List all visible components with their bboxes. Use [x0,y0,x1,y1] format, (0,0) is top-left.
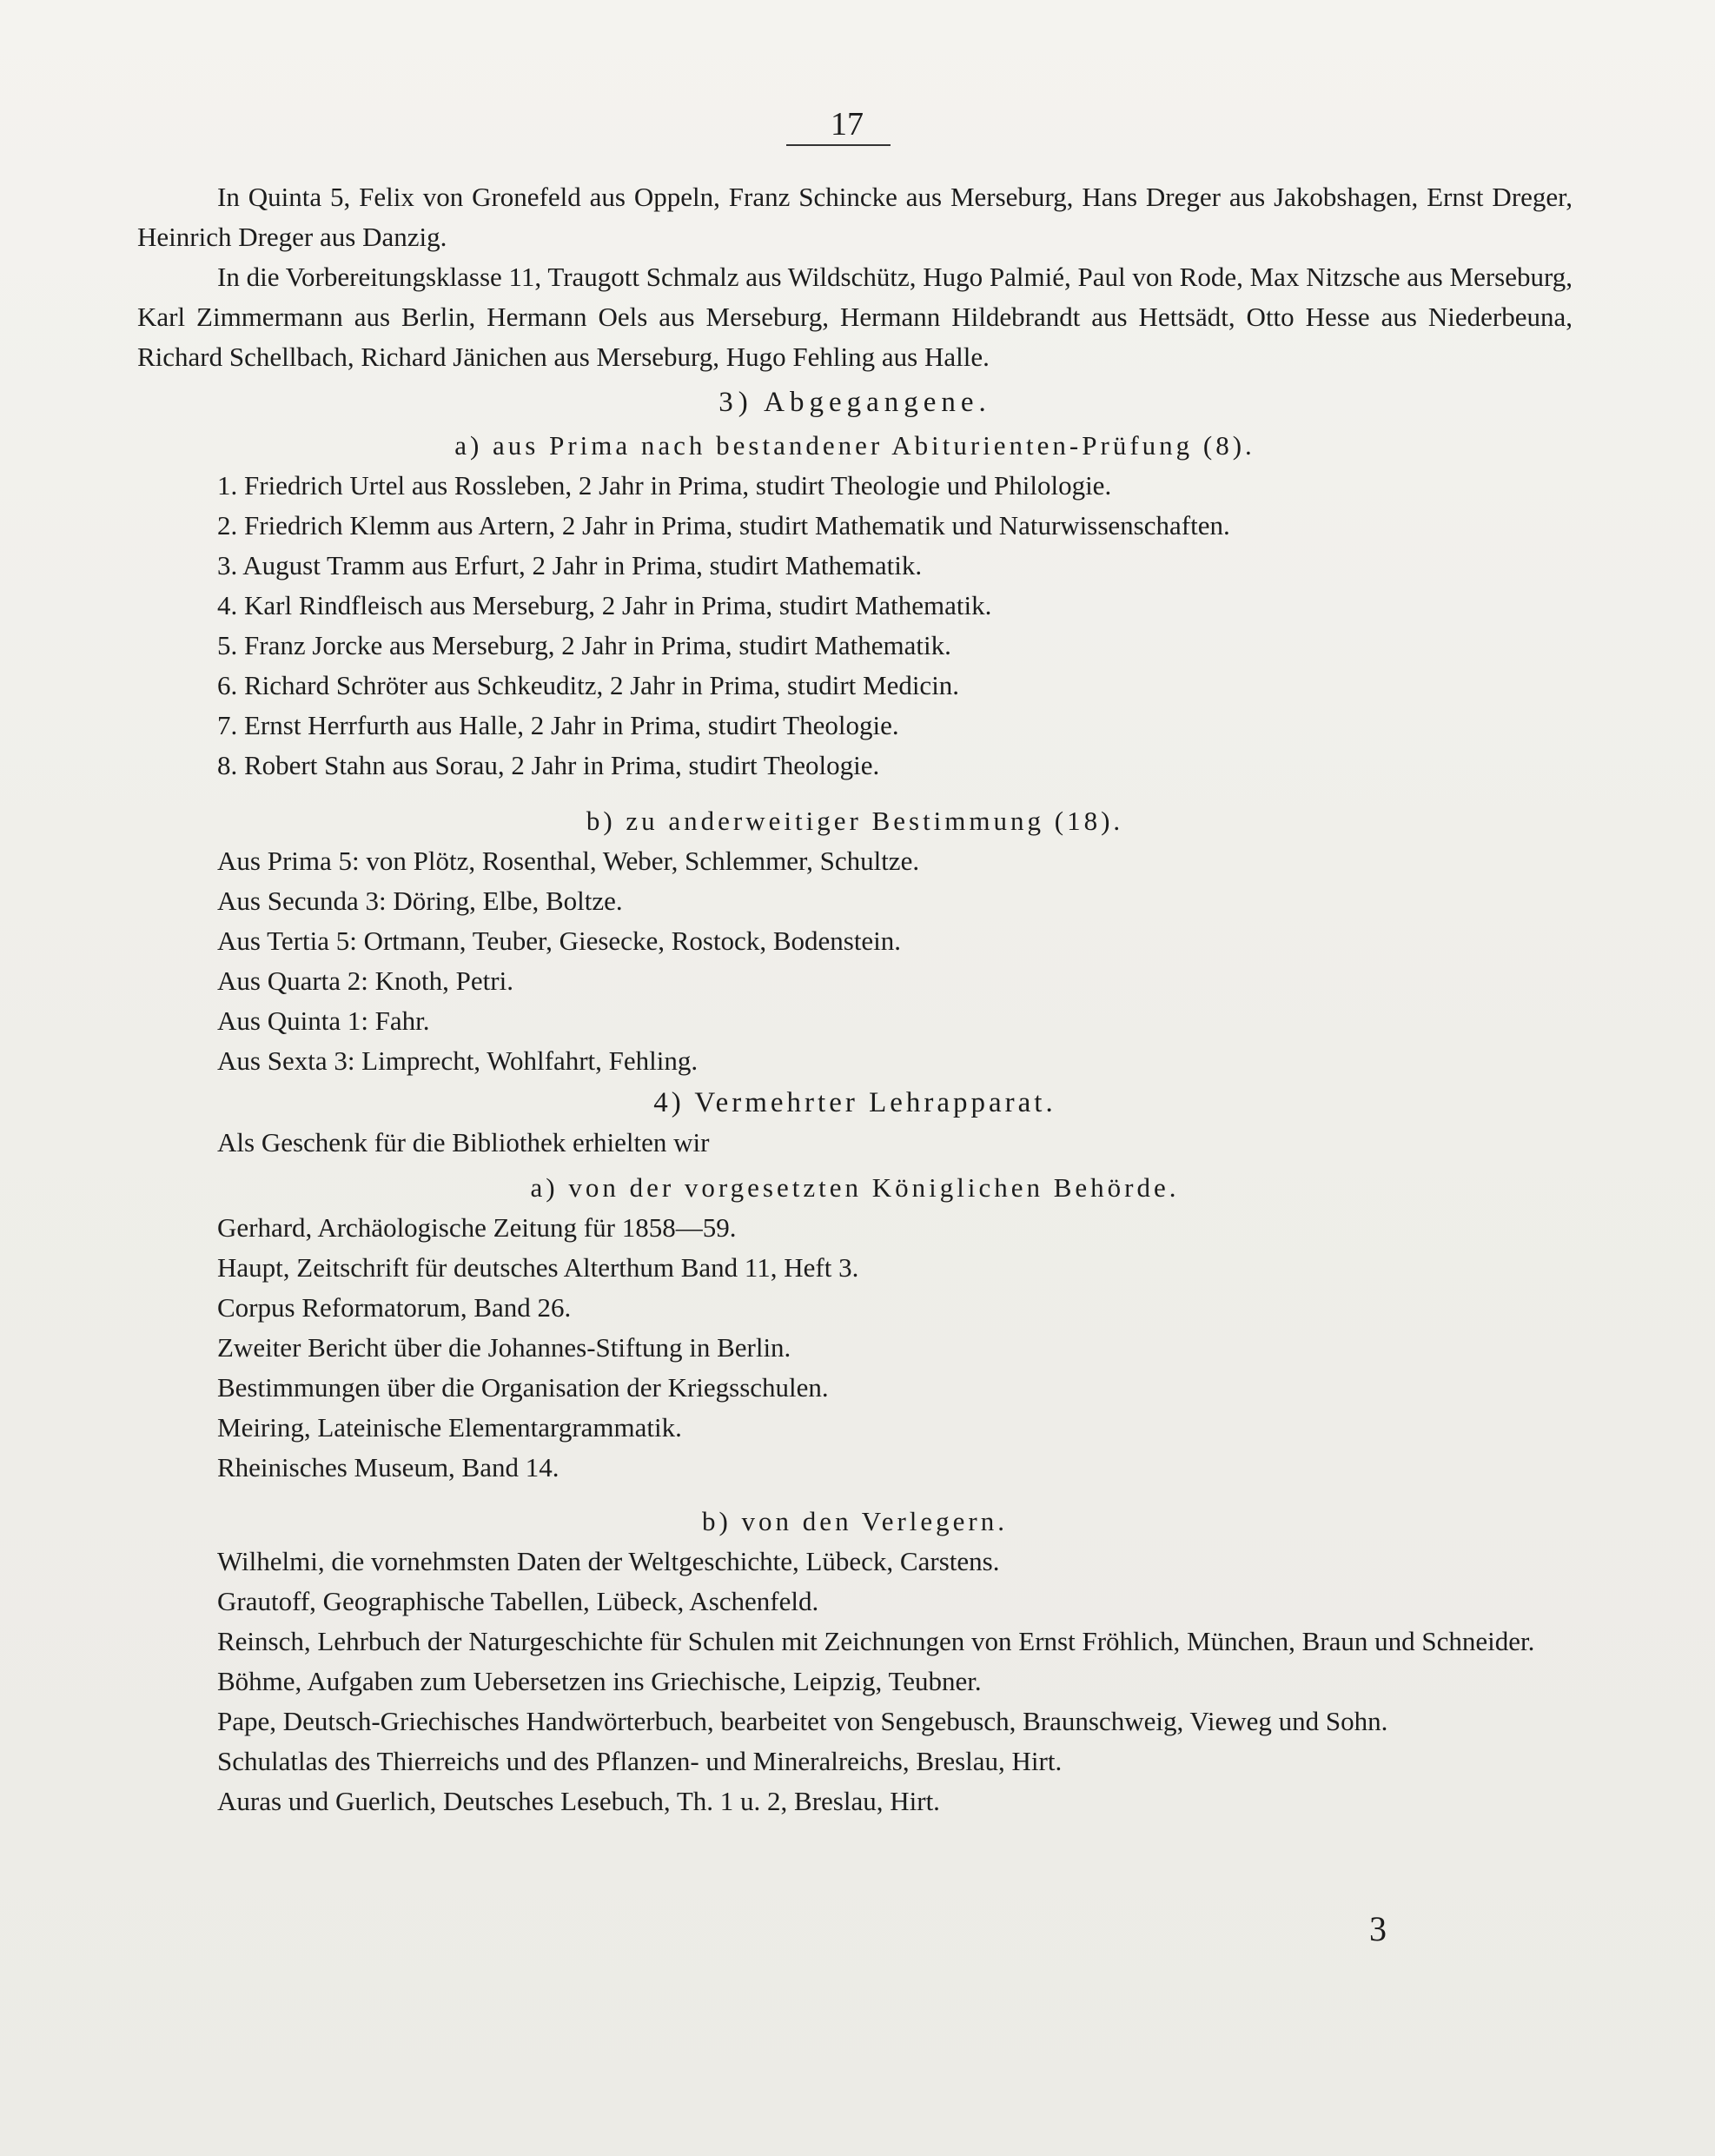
list-item: Aus Quinta 1: Fahr. [217,1005,430,1036]
list-item: Rheinisches Museum, Band 14. [217,1452,560,1483]
list-item: Schulatlas des Thierreichs und des Pflanzen- und Mineralreichs, Breslau, Hirt. [217,1746,1063,1776]
list-item: 4. Karl Rindfleisch aus Merseburg, 2 Jahr in Prima, studirt Mathematik. [217,590,992,620]
graduates-list [137,466,1573,786]
section3a-heading: a) aus Prima nach bestandener Abiturienten-Prüfung (8). [454,430,1255,461]
list-item: Aus Prima 5: von Plötz, Rosenthal, Weber, Schlemmer, Schultze. [217,846,920,876]
authority-gifts-list [137,1208,1573,1488]
list-item: Grautoff, Geographische Tabellen, Lübeck, Aschenfeld. [217,1586,819,1616]
list-item: 1. Friedrich Urtel aus Rossleben, 2 Jahr in Prima, studirt Theologie und Philologie. [217,470,1112,501]
list-item: Wilhelmi, die vornehmsten Daten der Weltgeschichte, Lübeck, Carstens. [217,1546,1000,1576]
vorbereitung-paragraph: In die Vorbereitungsklasse 11, Traugott Schmalz aus Wildschütz, Hugo Palmié, Paul von Rode, Max Nitzsche aus Merseburg, Karl Zimmermann aus Berlin, Hermann Oels aus Merseburg, Hermann Hildebrandt aus Hettsädt, Otto Hesse aus Niederbeuna, Richard Schellbach, Richard Jänichen aus Merseburg, Hugo Fehling aus Halle. [137,262,1573,372]
list-item: Corpus Reformatorum, Band 26. [217,1292,572,1323]
list-item: 6. Richard Schröter aus Schkeuditz, 2 Jahr in Prima, studirt Medicin. [217,670,960,700]
section4a-heading: a) von der vorgesetzten Königlichen Behörde. [530,1172,1180,1203]
list-item: Aus Sexta 3: Limprecht, Wohlfahrt, Fehling. [217,1045,699,1076]
publisher-gifts-list [137,1542,1573,1821]
list-item: 2. Friedrich Klemm aus Artern, 2 Jahr in Prima, studirt Mathematik und Naturwissenschaften. [217,510,1230,541]
page-body [137,103,1573,1821]
list-item: 3. August Tramm aus Erfurt, 2 Jahr in Prima, studirt Mathematik. [217,550,923,580]
list-item: Reinsch, Lehrbuch der Naturgeschichte für Schulen mit Zeichnungen von Ernst Fröhlich, München, Braun und Schneider. [217,1626,1535,1656]
list-item: 5. Franz Jorcke aus Merseburg, 2 Jahr in Prima, studirt Mathematik. [217,630,951,660]
list-item: Pape, Deutsch-Griechisches Handwörterbuch, bearbeitet von Sengebusch, Braunschweig, Vieweg und Sohn. [217,1706,1388,1736]
list-item: Aus Tertia 5: Ortmann, Teuber, Giesecke, Rostock, Bodenstein. [217,925,902,956]
list-item: Bestimmungen über die Organisation der Kriegsschulen. [217,1372,829,1403]
section4-heading: 4) Vermehrter Lehrapparat. [653,1087,1056,1118]
list-item: Meiring, Lateinische Elementargrammatik. [217,1412,682,1443]
list-item: Zweiter Bericht über die Johannes-Stiftung in Berlin. [217,1332,791,1363]
section4b-heading: b) von den Verlegern. [701,1506,1008,1536]
list-item: 7. Ernst Herrfurth aus Halle, 2 Jahr in Prima, studirt Theologie. [217,710,899,740]
list-item: Auras und Guerlich, Deutsches Lesebuch, Th. 1 u. 2, Breslau, Hirt. [217,1786,940,1816]
page-number: 17 [831,106,864,143]
list-item: Haupt, Zeitschrift für deutsches Alterthum Band 11, Heft 3. [217,1252,859,1283]
list-item: Aus Secunda 3: Döring, Elbe, Boltze. [217,886,623,916]
list-item: Aus Quarta 2: Knoth, Petri. [217,965,513,996]
section4-intro: Als Geschenk für die Bibliothek erhielten wir [217,1127,710,1158]
list-item: Böhme, Aufgaben zum Uebersetzen ins Griechische, Leipzig, Teubner. [217,1666,982,1696]
section3-heading: 3) Abgegangene. [718,387,991,418]
departures-list [137,841,1573,1081]
signature-mark: 3 [1369,1909,1387,1948]
section3b-heading: b) zu anderweitiger Bestimmung (18). [586,806,1124,836]
quinta-paragraph: In Quinta 5, Felix von Gronefeld aus Oppeln, Franz Schincke aus Merseburg, Hans Dreger aus Jakobshagen, Ernst Dreger, Heinrich Dreger aus Danzig. [137,182,1573,252]
list-item: Gerhard, Archäologische Zeitung für 1858—59. [217,1212,737,1243]
list-item: 8. Robert Stahn aus Sorau, 2 Jahr in Prima, studirt Theologie. [217,750,880,780]
